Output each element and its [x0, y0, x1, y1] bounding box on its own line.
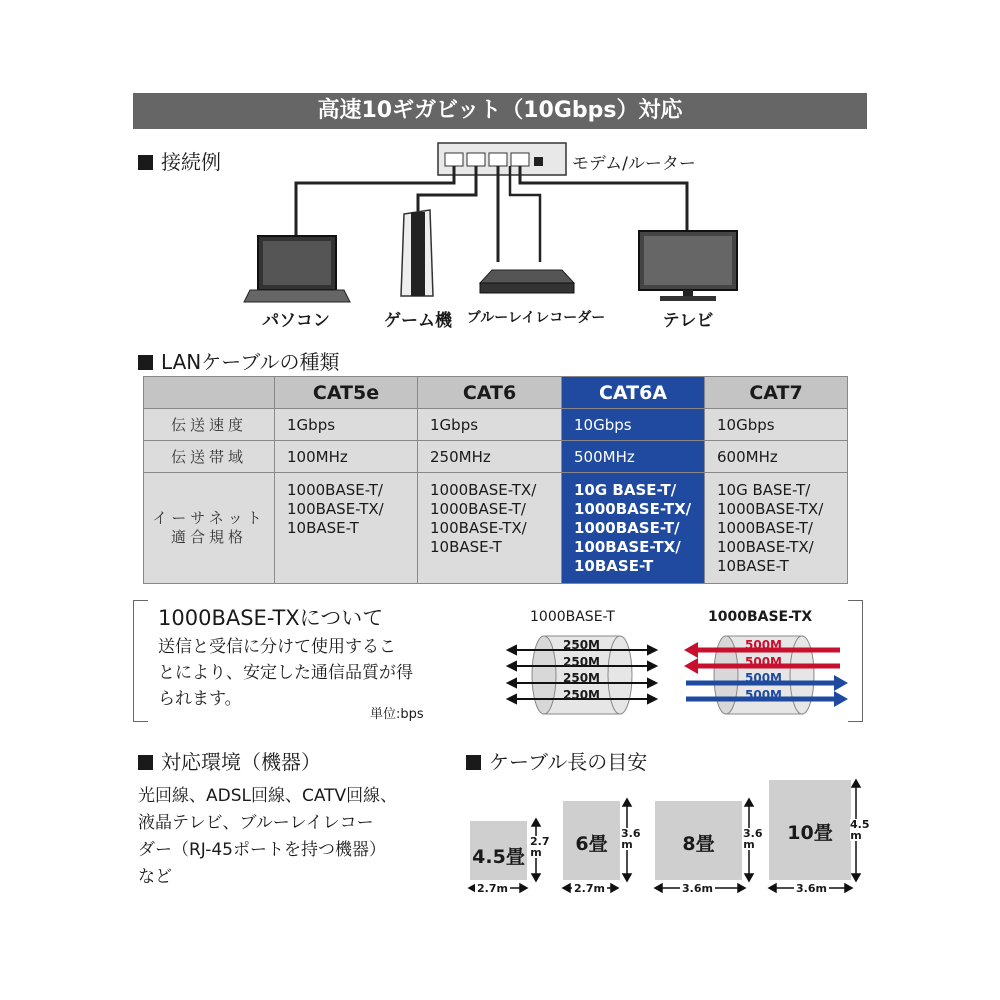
table-cell: 10Gbps: [705, 409, 848, 441]
room-width: 2.7m: [477, 882, 508, 895]
room-label: 8畳: [682, 833, 715, 855]
cell-line: 1000BASE-T/: [287, 480, 383, 499]
left-speed-labels: [563, 637, 600, 703]
cell-line: 100BASE-TX/: [287, 499, 384, 518]
col-cat6a: CAT6A: [562, 377, 705, 409]
env-line: など: [138, 867, 172, 887]
room-height: 3.6 m: [621, 827, 641, 851]
tx-note-title: 1000BASE-TXについて: [158, 606, 384, 630]
connection-heading: 接続例: [138, 146, 221, 175]
diagram-title-1000base-tx: 1000BASE-TX: [708, 609, 813, 625]
speed-label: 250M: [563, 638, 600, 652]
speed-label: 500M: [745, 687, 782, 702]
col-cat6: CAT6: [418, 377, 562, 409]
cell-line: 10BASE-T: [287, 518, 359, 537]
room-height: 3.6 m: [743, 827, 763, 851]
room-height: 2.7 m: [530, 835, 550, 859]
cable-spec-table: [143, 376, 848, 584]
room-width: 3.6m: [796, 882, 827, 895]
cell-line: 100BASE-TX/: [717, 537, 814, 556]
length-heading: ケーブル長の目安: [466, 746, 647, 775]
row-label-line: 適合規格: [170, 528, 247, 546]
speed-label: 250M: [563, 687, 600, 702]
page-banner: 高速10ギガビット（10Gbps）対応: [133, 93, 867, 129]
diagram-title-1000base-t: 1000BASE-T: [530, 609, 615, 625]
game-console-icon: [401, 210, 433, 296]
room-width: 2.7m: [574, 882, 605, 895]
types-heading: LANケーブルの種類: [138, 346, 339, 375]
env-line: 液晶テレビ、ブルーレイレコー: [138, 813, 374, 833]
table-cell: 1Gbps: [418, 409, 562, 441]
room-height: 4.5 m: [850, 818, 870, 842]
env-line: ダー（RJ-45ポートを持つ機器）: [138, 840, 386, 860]
table-row: [144, 441, 848, 473]
tv-icon: [639, 231, 737, 301]
col-cat7: CAT7: [705, 377, 848, 409]
laptop-icon: [244, 236, 350, 302]
tx-note-line: 送信と受信に分けて使用するこ: [158, 637, 396, 657]
cell-line: 1000BASE-T/: [574, 518, 680, 537]
speed-label: 500M: [745, 671, 782, 685]
table-cell: 600MHz: [705, 441, 848, 473]
row-label-line: イーサネット: [152, 509, 266, 527]
table-cell: 500MHz: [562, 441, 705, 473]
router-label: モデム/ルーター: [572, 154, 696, 174]
room-width: 3.6m: [682, 882, 713, 895]
env-line: 光回線、ADSL回線、CATV回線、: [138, 786, 398, 806]
bluray-recorder-icon: [480, 270, 574, 293]
device-label-tv: テレビ: [662, 311, 714, 331]
table-cell: 1Gbps: [275, 409, 418, 441]
speed-label: 500M: [745, 638, 782, 652]
right-speed-labels: [745, 637, 782, 703]
table-cell: 10Gbps: [562, 409, 705, 441]
connection-diagram: [0, 0, 1000, 340]
router-icon: [438, 143, 566, 175]
device-label-bluray: ブルーレイレコーダー: [466, 310, 606, 326]
speed-label: 250M: [563, 671, 600, 685]
table-row: [144, 473, 848, 584]
speed-label: 500M: [745, 654, 782, 669]
row-label-bandwidth: 伝送帯域: [144, 441, 275, 473]
cell-line: 100BASE-TX/: [574, 537, 681, 556]
table-cell: [562, 473, 705, 584]
room-label: 4.5畳: [472, 846, 525, 868]
cell-line: 1000BASE-TX/: [430, 480, 537, 499]
table-header-row: [144, 377, 848, 409]
device-label-pc: パソコン: [262, 311, 330, 331]
room-label: 10畳: [787, 822, 833, 844]
cell-line: 1000BASE-TX/: [717, 499, 824, 518]
table-cell: 250MHz: [418, 441, 562, 473]
cell-line: 10BASE-T: [430, 537, 502, 556]
table-cell: [275, 473, 418, 584]
square-bullet-icon: [138, 355, 153, 370]
table-cell: [418, 473, 562, 584]
col-cat5e: CAT5e: [275, 377, 418, 409]
table-cell: 100MHz: [275, 441, 418, 473]
cell-line: 100BASE-TX/: [430, 518, 527, 537]
table-cell: [705, 473, 848, 584]
transmission-diagram: [500, 628, 860, 720]
cell-line: 1000BASE-TX/: [574, 499, 692, 518]
cell-line: 10G BASE-T/: [717, 480, 811, 499]
row-label-speed: 伝送速度: [144, 409, 275, 441]
tx-note-text: [158, 634, 413, 712]
row-label-standard: [144, 473, 275, 584]
square-bullet-icon: [138, 755, 153, 770]
table-row: [144, 409, 848, 441]
tx-note-unit: 単位:bps: [370, 707, 424, 722]
device-label-game: ゲーム機: [384, 311, 452, 331]
tx-note-line: られます。: [158, 689, 242, 709]
cell-line: 10BASE-T: [717, 556, 789, 575]
cell-line: 10BASE-T: [574, 556, 654, 575]
cell-line: 1000BASE-T/: [430, 499, 526, 518]
cell-line: 10G BASE-T/: [574, 480, 677, 499]
table-header-blank: [144, 377, 275, 409]
cell-line: 1000BASE-T/: [717, 518, 813, 537]
room-label: 6畳: [575, 833, 608, 855]
env-heading: 対応環境（機器）: [138, 746, 321, 775]
speed-label: 250M: [563, 654, 600, 669]
square-bullet-icon: [466, 755, 481, 770]
env-text: [138, 783, 397, 891]
tx-note-line: とにより、安定した通信品質が得: [158, 663, 413, 683]
